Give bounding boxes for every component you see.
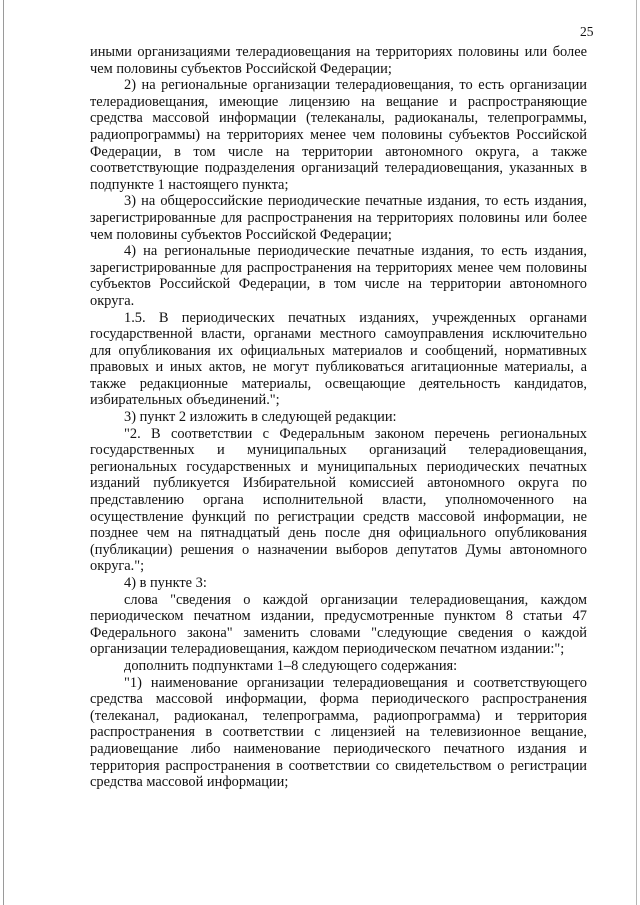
scan-edge-right — [636, 0, 637, 905]
page-number: 25 — [580, 24, 594, 39]
paragraph: дополнить подпунктами 1–8 следующего содержания: — [124, 657, 458, 674]
paragraph: 3) пункт 2 изложить в следующей редакции: — [124, 409, 397, 426]
paragraph: "1) наименование организации телерадиовещания и соответствующего средства массовой информации, форма периодического распространения (телеканал, радиоканал, телепрограмма, радиопрограмма) и территория распространения в соответствии с лицензией на телевизионное вещание, радиовещание либо наименование периодического печатного издания и территория распространения в соответствии со свидетельством о регистрации средства массовой информации; — [90, 674, 587, 791]
paragraph: 4) в пункте 3: — [124, 575, 207, 591]
paragraph: иными организациями телерадиовещания на территориях половины или более чем половины субъектов Российской Федерации; — [90, 44, 587, 77]
paragraph: 2) на региональные организации телерадиовещания, то есть организации телерадиовещания, имеющие лицензию на вещание и распространяющие средства массовой информации (телеканалы, радиоканалы, телепрограммы, радиопрограммы) на территориях менее чем половины субъектов Российской Федерации, в том числе на территории автономного округа, а также соответствующие подразделения организаций телерадиовещания, указанных в подпункте 1 настоящего пункта; — [90, 77, 587, 193]
paragraph: 4) на региональные периодические печатные издания, то есть издания, зарегистрированные для распространения на территориях менее чем половины субъектов Российской Федерации, в том числе на территории автономного округа. — [90, 243, 587, 309]
paragraph: 1.5. В периодических печатных изданиях, учрежденных органами государственной власти, органами местного самоуправления исключительно для опубликования их официальных материалов и сообщений, нормативных правовых и иных актов, не могут публиковаться агитационные материалы, а также редакционные материалы, освещающие деятельность кандидатов, избирательных объединений."; — [90, 309, 587, 409]
paragraph: слова "сведения о каждой организации телерадиовещания, каждом периодическом печатном издании, предусмотренные пунктом 8 статьи 47 Федерального закона" заменить словами "следующие сведения о каждой организации телерадиовещания, каждом периодическом печатном издании:"; — [90, 591, 587, 658]
document-body — [90, 44, 587, 791]
paragraph: "2. В соответствии с Федеральным законом перечень региональных государственных и муниципальных организаций телерадиовещания, региональных государственных и муниципальных периодических печатных изданий публикуется Избирательной комиссией автономного округа по представлению органа исполнительной власти, уполномоченного на осуществление функций по регистрации средств массовой информации, не позднее чем на пятнадцатый день после дня официального опубликования (публикации) решения о назначении выборов депутатов Думы автономного округа."; — [90, 425, 587, 575]
paragraph: 3) на общероссийские периодические печатные издания, то есть издания, зарегистрированные для распространения на территориях половины или более чем половины субъектов Российской Федерации; — [90, 193, 587, 243]
scan-edge-left — [3, 0, 4, 905]
